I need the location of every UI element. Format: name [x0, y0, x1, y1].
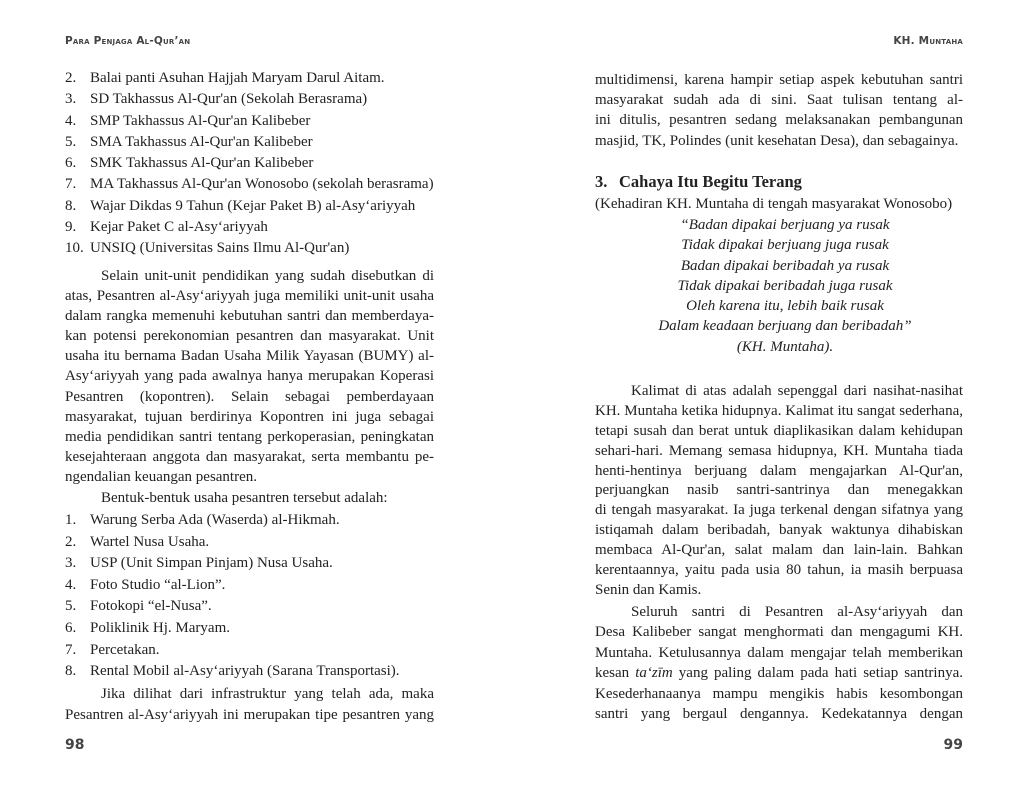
- list-text: USP (Unit Simpan Pinjam) Nusa Usaha.: [90, 555, 333, 572]
- list-item: [65, 532, 445, 554]
- paragraph-respect: [595, 602, 963, 724]
- list-number: 2.: [65, 533, 77, 550]
- paragraph-line: multidimensi, karena hampir setiap aspek kebutuhan santri: [595, 72, 963, 88]
- list-text: Wajar Dikdas 9 Tahun (Kejar Paket B) al-Asy‘ariyyah: [90, 197, 416, 214]
- paragraph-continued: [595, 70, 963, 151]
- poem-line: Dalam keadaan berjuang dan beribadah”: [658, 318, 912, 335]
- italic-term: ta‘zīm: [635, 665, 673, 682]
- list-number: 7.: [65, 176, 77, 193]
- paragraph-line: [595, 663, 963, 683]
- list-text: SD Takhassus Al-Qur'an (Sekolah Berasrama): [90, 91, 368, 108]
- list-text: Balai panti Asuhan Hajjah Maryam Darul Aitam.: [90, 70, 385, 86]
- paragraph-line: kerentaannya, yaitu pada usia 80 tahun, ia masih berpuasa: [595, 562, 963, 579]
- list-number: 3.: [65, 555, 77, 572]
- list-item: [65, 510, 445, 532]
- section-title: Cahaya Itu Begitu Terang: [619, 172, 802, 191]
- paragraph-line: Jika dilihat dari infrastruktur yang telah ada, maka: [101, 686, 434, 702]
- list-number: 3.: [65, 91, 77, 108]
- list-text: Percetakan.: [90, 641, 160, 658]
- paragraph-line: atas, Pesantren al-Asy‘ariyyah juga memiliki unit-unit usaha: [65, 288, 434, 305]
- poem-line: “Badan dipakai berjuang ya rusak: [680, 217, 890, 233]
- poem-line: Badan dipakai beribadah ya rusak: [680, 257, 890, 274]
- list-text: Kejar Paket C al-Asy‘ariyyah: [90, 219, 268, 236]
- business-list: [65, 510, 445, 683]
- list-text: Fotokopi “el-Nusa”.: [90, 598, 212, 615]
- paragraph-line: masjid, TK, Polindes (unit kesehatan Desa), dan sebagainya.: [595, 132, 959, 149]
- list-text: SMK Takhassus Al-Qur'an Kalibeber: [90, 155, 314, 172]
- section-heading: [595, 172, 802, 192]
- paragraph-infrastructure: [65, 684, 434, 726]
- institution-list: [65, 68, 445, 260]
- paragraph-line: Asy‘ariyyah yang pada awalnya hanya merupakan Koperasi: [65, 368, 434, 385]
- list-item: [65, 111, 445, 132]
- paragraph-line: Kesederhanaanya mampu mengikis habis kesombongan: [595, 685, 963, 702]
- list-item: [65, 217, 445, 238]
- list-number: 4.: [65, 576, 77, 593]
- poem-line: Tidak dipakai berjuang juga rusak: [681, 237, 889, 254]
- paragraph-line: istiqamah dalam beribadah, banyak waktunya dihabiskan: [595, 522, 963, 539]
- list-number: 6.: [65, 619, 77, 636]
- list-item: [65, 89, 445, 110]
- paragraph-line: kesejahteraan anggota dan masyarakat, serta membantu pe-: [65, 448, 434, 465]
- paragraph-line: Seluruh santri di Pesantren al-Asy‘ariyyah dan: [631, 604, 963, 620]
- paragraph-line: KH. Muntaha ketika hidupnya. Kalimat itu sangat sederhana,: [595, 402, 963, 419]
- paragraph-line: sehari-hari. Memang semasa hidupnya, KH. Muntaha tiada: [595, 442, 963, 459]
- list-text: SMP Takhassus Al-Qur'an Kalibeber: [90, 112, 311, 129]
- paragraph-line: tetapi susah dan berat untuk diaplikasikan dalam kehidupan: [595, 422, 963, 439]
- list-item: [65, 596, 445, 618]
- paragraph-line: kan potensi perekonomian pesantren dan masyarakat. Unit: [65, 328, 434, 345]
- list-item: [65, 174, 445, 195]
- list-item: [65, 553, 445, 575]
- paragraph-line: membaca Al-Qur'an, salat malam dan lain-lain. Bahkan: [595, 542, 963, 559]
- list-text: SMA Takhassus Al-Qur'an Kalibeber: [90, 133, 313, 150]
- list-number: 9.: [65, 219, 77, 236]
- list-number: 1.: [65, 512, 77, 528]
- list-number: 5.: [65, 133, 77, 150]
- running-header-right: KH. Muntaha: [893, 35, 963, 47]
- paragraph-line: santri yang bergaul dengannya. Kedekatannya dengan: [595, 705, 963, 722]
- list-item: [65, 153, 445, 174]
- paragraph-line: henti-hentinya berjuang dalam mengajarkan Al-Qur'an,: [595, 462, 963, 479]
- paragraph-business-units: [65, 266, 434, 487]
- poem-line: (KH. Muntaha).: [736, 338, 834, 355]
- paragraph-line: Senin dan Kamis.: [595, 581, 702, 598]
- list-text: Warung Serba Ada (Waserda) al-Hikmah.: [90, 512, 340, 528]
- running-header-left: Para Penjaga Al-Qur’an: [65, 35, 191, 47]
- list-item: [65, 575, 445, 597]
- paragraph-line: Pesantren (kopontren). Selain sebagai pemberdayaan: [65, 388, 434, 405]
- paragraph-line: usaha itu bernama Badan Usaha Milik Yayasan (BUMY) al-: [65, 348, 434, 365]
- list-item: [65, 618, 445, 640]
- list-item: [65, 132, 445, 153]
- paragraph-advice: [595, 382, 963, 601]
- page-number-right: 99: [943, 737, 963, 753]
- list-text: Rental Mobil al-Asy‘ariyyah (Sarana Transportasi).: [90, 663, 400, 680]
- paragraph-line: masyarakat, tujuan berdirinya Kopontren ini juga sebagai: [65, 408, 434, 425]
- text-segment: yang paling dalam pada hati setiap santrinya.: [672, 665, 963, 682]
- paragraph-line: di tengah masyarakat. Ia juga terkenal dengan sifatnya yang: [595, 502, 963, 519]
- list-text: Wartel Nusa Usaha.: [90, 533, 210, 550]
- section-number: 3.: [595, 172, 608, 191]
- poem-quote: [595, 215, 975, 357]
- list-number: 5.: [65, 598, 77, 615]
- paragraph-line: dalam rangka memenuhi kebutuhan santri dan memberdaya-: [65, 308, 434, 325]
- paragraph-line: Desa Kalibeber sangat menghormati dan mengagumi KH.: [595, 624, 963, 641]
- page-number-left: 98: [65, 737, 85, 753]
- list-number: 10.: [65, 240, 84, 257]
- list-text: Poliklinik Hj. Maryam.: [90, 619, 230, 636]
- list-text: UNSIQ (Universitas Sains Ilmu Al-Qur'an): [90, 240, 350, 257]
- list-item: [65, 68, 445, 89]
- paragraph-line: media pendidikan santri tentang perkoperasian, peningkatan: [65, 428, 434, 445]
- section-subtitle: (Kehadiran KH. Muntaha di tengah masyarakat Wonosobo): [595, 196, 953, 212]
- paragraph-line: masyarakat sudah ada di sini. Saat tulisan tentang al-: [595, 92, 963, 109]
- paragraph-line: ini ditulis, pesantren sedang melaksanakan pembangunan: [595, 112, 963, 129]
- list-number: 8.: [65, 663, 77, 680]
- list-text: MA Takhassus Al-Qur'an Wonosobo (sekolah berasrama): [90, 176, 434, 193]
- list-number: 6.: [65, 155, 77, 172]
- list-number: 4.: [65, 112, 77, 129]
- list-item: [65, 238, 445, 259]
- list-number: 8.: [65, 197, 77, 214]
- paragraph-line: ngendalian keuangan pesantren.: [65, 468, 258, 485]
- paragraph-line: Selain unit-unit pendidikan yang sudah disebutkan di: [101, 268, 434, 284]
- paragraph-business-forms: [65, 488, 434, 509]
- poem-line: Tidak dipakai beribadah juga rusak: [677, 277, 893, 294]
- list-number: 2.: [65, 70, 77, 86]
- list-item: [65, 640, 445, 662]
- list-text: Foto Studio “al-Lion”.: [90, 576, 226, 593]
- paragraph-line: Pesantren al-Asy‘ariyyah ini merupakan tipe pesantren yang: [65, 707, 434, 723]
- list-number: 7.: [65, 641, 77, 658]
- paragraph-line: Kalimat di atas adalah sepenggal dari nasihat-nasihat: [631, 383, 963, 399]
- paragraph-line: perjuangkan nasib santri-santrinya dan menegakkan: [595, 482, 963, 499]
- list-item: [65, 196, 445, 217]
- paragraph-line: Muntaha. Ketulusannya dalam mengajar telah memberikan: [595, 644, 963, 661]
- text-segment: kesan: [595, 665, 636, 682]
- paragraph-line: Bentuk-bentuk usaha pesantren tersebut adalah:: [101, 490, 388, 506]
- list-item: [65, 661, 445, 683]
- poem-line: Oleh karena itu, lebih baik rusak: [686, 298, 884, 315]
